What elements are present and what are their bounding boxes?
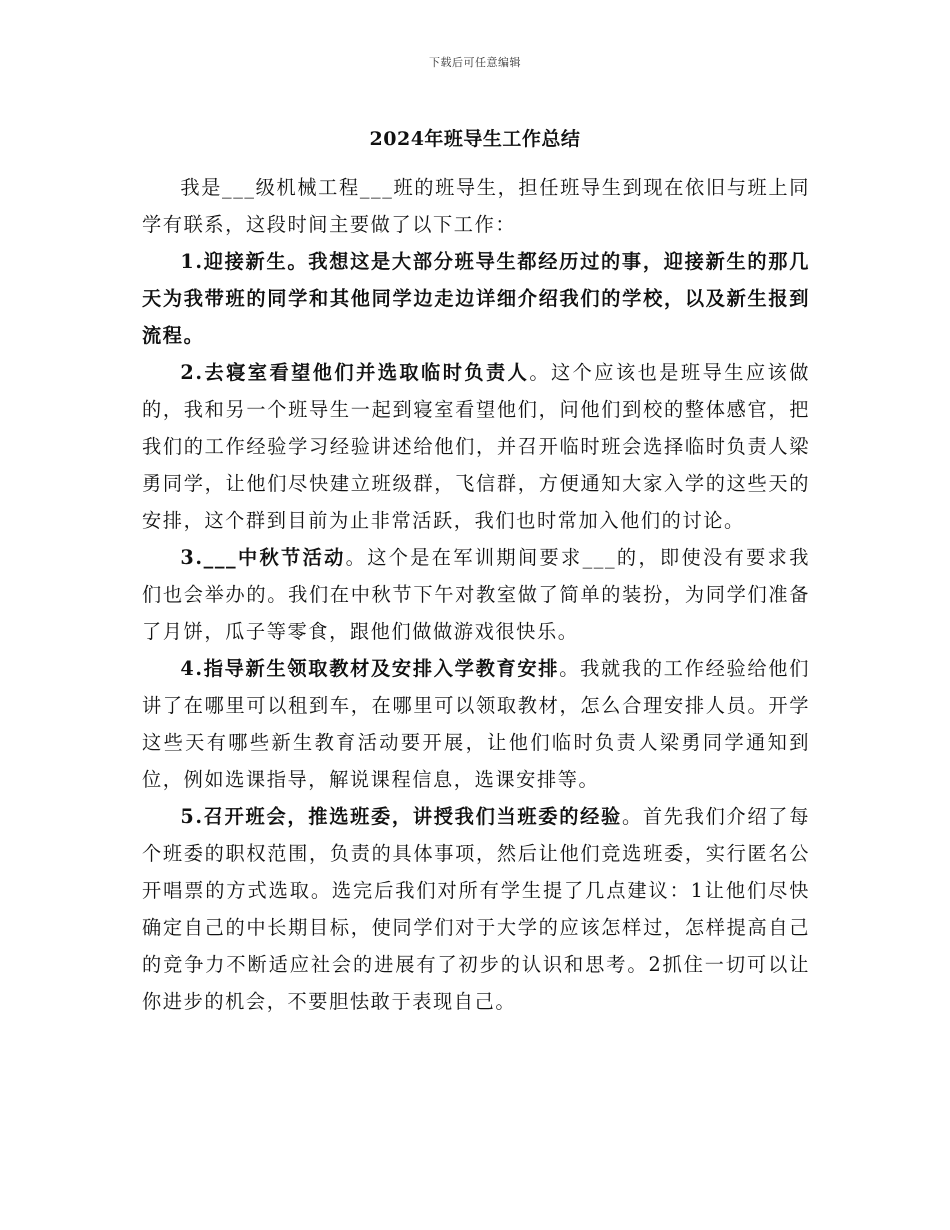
document-title: 2024年班导生工作总结 [369, 128, 581, 150]
paragraph-item-3-text: 。这个是在军训期间要求___的，即使没有要求我们也会举办的。我们在中秋节下午对教室做了简单的装扮，为同学们准备了月饼，瓜子等零食，跟他们做做游戏很快乐。 [142, 546, 810, 643]
paragraph-intro-text: 我是___级机械工程___班的班导生，担任班导生到现在依旧与班上同学有联系，这段时间主要做了以下工作： [142, 176, 810, 236]
paragraph-item-4 [142, 650, 810, 798]
paragraph-item-2-text: 。这个应该也是班导生应该做的，我和另一个班导生一起到寝室看望他们，问他们到校的整体感官，把我们的工作经验学习经验讲述给他们，并召开临时班会选择临时负责人梁勇同学，让他们尽快建立班级群，飞信群，方便通知大家入学的这些天的安排，这个群到目前为止非常活跃，我们也时常加入他们的讨论。 [142, 361, 810, 532]
document-body [142, 169, 810, 1020]
paragraph-item-5-text: 。首先我们介绍了每个班委的职权范围，负责的具体事项，然后让他们竞选班委，实行匿名公开唱票的方式选取。选完后我们对所有学生提了几点建议：1让他们尽快确定自己的中长期目标，使同学们对于大学的应该怎样过，怎样提高自己的竞争力不断适应社会的进展有了初步的认识和思考。2抓住一切可以让你进步的机会，不要胆怯敢于表现自己。 [142, 805, 810, 1013]
paragraph-intro [142, 169, 810, 243]
paragraph-item-1 [142, 243, 810, 354]
paragraph-item-4-text: 。我就我的工作经验给他们讲了在哪里可以租到车，在哪里可以领取教材，怎么合理安排人员。开学这些天有哪些新生教育活动要开展，让他们临时负责人梁勇同学通知到位，例如选课指导，解说课程信息，选课安排等。 [142, 657, 810, 791]
paragraph-item-2-lead: 2.去寝室看望他们并选取临时负责人 [180, 361, 530, 384]
header-note: 下载后可任意编辑 [429, 56, 521, 69]
paragraph-item-1-lead: 1.迎接新生。我想这是大部分班导生都经历过的事，迎接新生的那几天为我带班的同学和其他同学边走边详细介绍我们的学校，以及新生报到流程。 [142, 250, 810, 347]
paragraph-item-4-lead: 4.指导新生领取教材及安排入学教育安排 [180, 657, 560, 680]
paragraph-item-5-lead: 5.召开班会，推选班委，讲授我们当班委的经验 [180, 805, 622, 828]
paragraph-item-5 [142, 798, 810, 1020]
paragraph-item-3 [142, 539, 810, 650]
paragraph-item-3-lead: 3.___中秋节活动 [180, 546, 346, 569]
paragraph-item-2 [142, 354, 810, 539]
